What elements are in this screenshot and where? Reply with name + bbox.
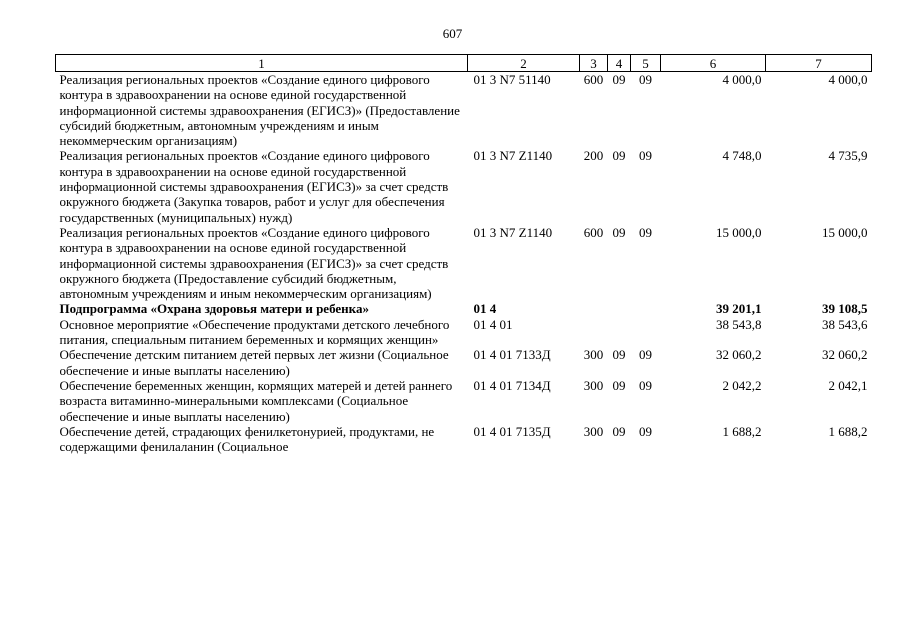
table-body	[56, 72, 872, 455]
column-header: 5	[631, 55, 661, 72]
row-col5: 09	[639, 148, 652, 164]
row-col6: 4 748,0	[722, 148, 762, 164]
table-row	[56, 148, 872, 224]
row-col6: 32 060,2	[716, 347, 762, 363]
row-code: 01 4 01 7133Д	[473, 347, 551, 363]
row-col7: 38 543,6	[822, 316, 868, 332]
row-name: Реализация региональных проектов «Создание единого цифрового контура в здравоохранении на основе единой государственной информационной системы здравоохранения (ЕГИСЗ)» за счет средств окружного бюджета (Закупка товаров, работ и услуг для обеспечения государственных (муниципальных) нужд)	[59, 148, 449, 225]
column-header: 1	[56, 55, 468, 72]
row-code: 01 4	[473, 301, 497, 317]
page-number: 607	[442, 26, 463, 41]
row-col4	[608, 317, 631, 348]
row-code: 01 3 N7 51140	[473, 72, 551, 87]
row-col7: 2 042,1	[828, 377, 868, 393]
column-header: 4	[608, 55, 631, 72]
row-col3	[580, 317, 608, 348]
row-col4	[608, 301, 631, 316]
column-header: 7	[766, 55, 872, 72]
row-col7: 4 735,9	[828, 148, 868, 164]
row-col7: 4 000,0	[828, 72, 868, 87]
row-col5	[631, 317, 661, 348]
row-col6: 15 000,0	[716, 224, 762, 240]
row-col5	[631, 301, 661, 316]
row-code: 01 4 01 7135Д	[473, 423, 551, 439]
row-col4: 09	[612, 148, 626, 164]
row-col4: 09	[612, 72, 626, 87]
table-header-row	[56, 55, 872, 72]
row-col7: 15 000,0	[822, 224, 868, 240]
row-col3: 300	[583, 347, 604, 363]
table-row	[56, 424, 872, 455]
row-col6: 39 201,1	[716, 301, 762, 317]
row-col6: 38 543,8	[716, 316, 762, 332]
row-code: 01 4 01 7134Д	[473, 377, 551, 393]
table-row	[56, 225, 872, 301]
row-col5: 09	[639, 423, 652, 439]
row-col7: 1 688,2	[828, 423, 868, 439]
row-col3: 300	[583, 377, 604, 393]
table-row	[56, 72, 872, 149]
row-code: 01 3 N7 Z1140	[473, 148, 553, 164]
budget-table	[55, 54, 872, 454]
row-name: Обеспечение беременных женщин, кормящих матерей и детей раннего возраста витаминно-минеральными комплексами (Социальное обеспечение и иные выплаты населению)	[59, 377, 453, 424]
table-row	[56, 378, 872, 424]
row-col6: 1 688,2	[722, 423, 762, 439]
row-col5: 09	[639, 377, 652, 393]
column-header: 3	[580, 55, 608, 72]
row-col3	[580, 301, 608, 316]
table-row	[56, 317, 872, 348]
row-col4: 09	[612, 224, 626, 240]
table-row	[56, 347, 872, 378]
row-col6: 4 000,0	[722, 72, 762, 87]
row-col3: 600	[583, 224, 604, 240]
row-col5: 09	[639, 72, 652, 87]
row-col3: 200	[583, 148, 604, 164]
row-col4: 09	[612, 347, 626, 363]
row-name: Обеспечение детским питанием детей первых лет жизни (Социальное обеспечение и иные выплаты населению)	[59, 347, 449, 378]
column-header: 6	[661, 55, 766, 72]
row-code: 01 3 N7 Z1140	[473, 224, 553, 240]
row-name: Обеспечение детей, страдающих фенилкетонурией, продуктами, не содержащими фенилаланин (Социальное	[59, 423, 435, 455]
table-row	[56, 301, 872, 316]
row-col5: 09	[639, 347, 652, 363]
row-col4: 09	[612, 377, 626, 393]
row-col7: 39 108,5	[822, 301, 868, 317]
row-col6: 2 042,2	[722, 377, 762, 393]
row-col3: 600	[583, 72, 604, 87]
row-col7: 32 060,2	[822, 347, 868, 363]
row-col4: 09	[612, 423, 626, 439]
row-name: Основное мероприятие «Обеспечение продуктами детского лечебного питания, специальным питанием беременных и кормящих женщин»	[59, 316, 450, 348]
row-code: 01 4 01	[473, 316, 513, 332]
column-header: 2	[468, 55, 580, 72]
row-name: Реализация региональных проектов «Создание единого цифрового контура в здравоохранении на основе единой государственной информационной системы здравоохранения (ЕГИСЗ)» (Предоставление субсидий бюджетным, автономным учреждениям и иным некоммерческим организациям)	[59, 72, 460, 149]
row-name: Реализация региональных проектов «Создание единого цифрового контура в здравоохранении на основе единой государственной информационной системы здравоохранения (ЕГИСЗ)» за счет средств окружного бюджета (Предоставление субсидий бюджетным, автономным учреждениям и иным некоммерческим организациям)	[59, 224, 449, 302]
row-col3: 300	[583, 423, 604, 439]
row-name: Подпрограмма «Охрана здоровья матери и ребенка»	[59, 301, 369, 317]
row-col5: 09	[639, 224, 652, 240]
